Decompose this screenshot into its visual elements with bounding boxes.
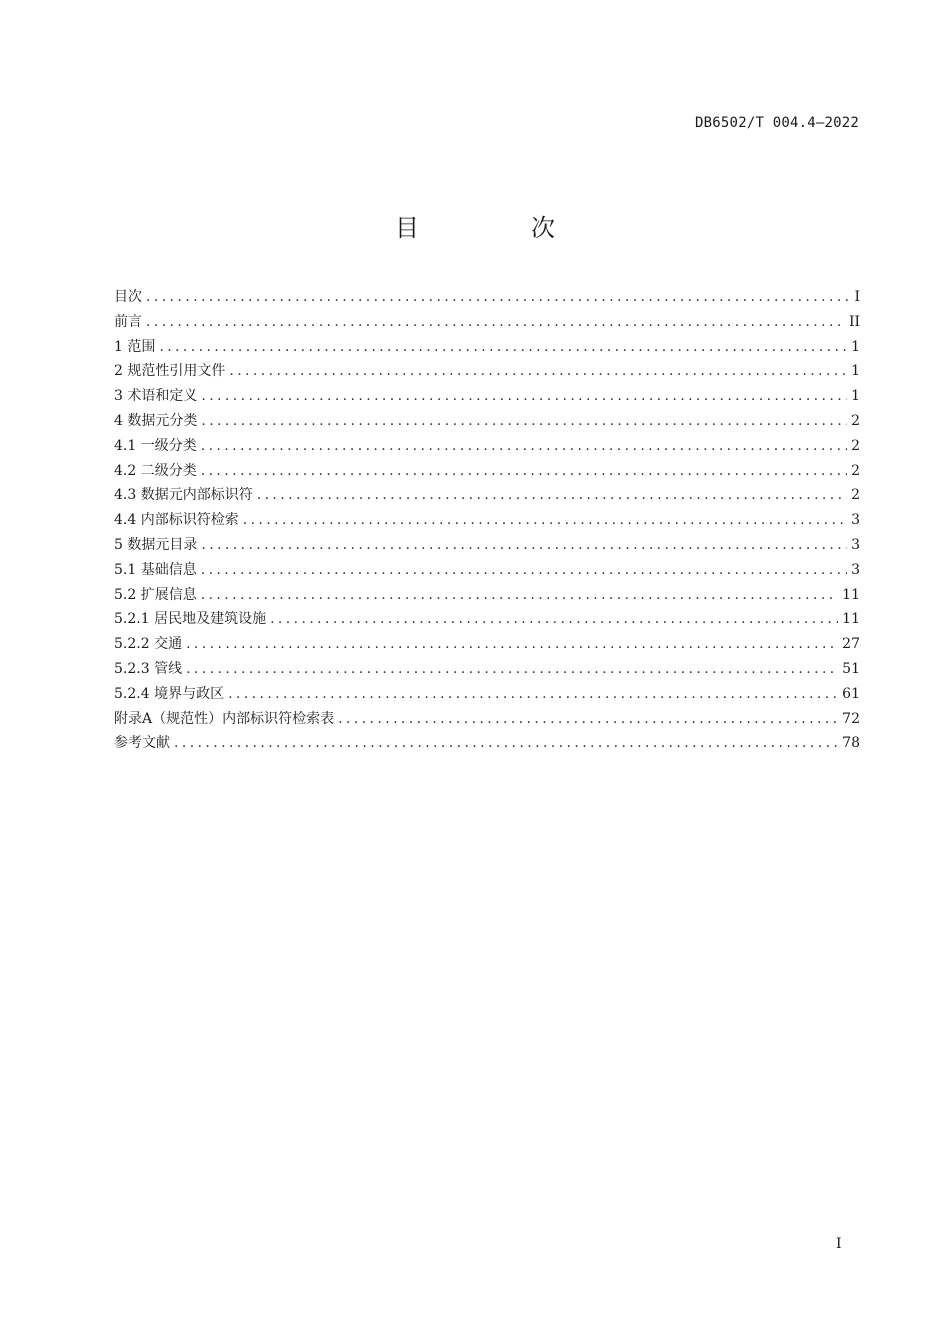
toc-entry-label: 5.2.4 境界与政区 — [114, 685, 225, 702]
toc-entry-label: 4.1 一级分类 — [114, 437, 197, 454]
toc-leader-dots — [201, 459, 847, 484]
toc-leader-dots — [243, 508, 847, 533]
toc-entry[interactable] — [114, 508, 860, 533]
toc-entry-label: 附录A（规范性）内部标识符检索表 — [114, 710, 335, 727]
toc-entry-label: 4.2 二级分类 — [114, 462, 197, 479]
toc-leader-dots — [229, 359, 847, 384]
toc-entry-label: 目次 — [114, 289, 142, 305]
toc-leader-dots — [186, 657, 838, 682]
toc-entry[interactable] — [114, 285, 860, 310]
toc-entry-page: I — [854, 289, 860, 305]
toc-entry-page: 1 — [851, 338, 860, 355]
toc-entry-label: 4 数据元分类 — [114, 412, 198, 429]
toc-entry-label: 4.4 内部标识符检索 — [114, 512, 239, 529]
toc-entry-label: 5.1 基础信息 — [114, 561, 197, 578]
toc-entry-page: 51 — [842, 660, 860, 677]
toc-entry-page: 2 — [851, 412, 860, 429]
toc-leader-dots — [338, 707, 838, 732]
toc-leader-dots — [201, 558, 847, 583]
toc-entry[interactable] — [114, 707, 860, 732]
toc-leader-dots — [159, 335, 847, 360]
toc-entry[interactable] — [114, 335, 860, 360]
toc-entry[interactable] — [114, 558, 860, 583]
toc-leader-dots — [201, 384, 847, 409]
toc-entry[interactable] — [114, 731, 860, 756]
toc-entry-page: 2 — [851, 487, 860, 504]
toc-entry-page: 61 — [842, 685, 860, 702]
toc-entry-page: 3 — [851, 512, 860, 529]
toc-entry[interactable] — [114, 657, 860, 682]
toc-entry-page: 1 — [851, 363, 860, 380]
toc-entry[interactable] — [114, 483, 860, 508]
document-code: DB6502/T 004.4—2022 — [695, 115, 859, 131]
toc-leader-dots — [270, 607, 838, 632]
toc-entry[interactable] — [114, 583, 860, 608]
toc-entry-label: 2 规范性引用文件 — [114, 363, 226, 380]
toc-entry[interactable] — [114, 533, 860, 558]
toc-entry-label: 4.3 数据元内部标识符 — [114, 487, 253, 504]
toc-entry[interactable] — [114, 607, 860, 632]
toc-entry[interactable] — [114, 434, 860, 459]
toc-entry[interactable] — [114, 632, 860, 657]
toc-entry-page: 3 — [851, 536, 860, 553]
toc-entry[interactable] — [114, 359, 860, 384]
toc-entry-label: 参考文献 — [114, 735, 170, 752]
toc-leader-dots — [146, 310, 845, 335]
toc-leader-dots — [201, 533, 847, 558]
page-number: I — [836, 1236, 842, 1252]
toc-entry-page: 72 — [842, 710, 860, 727]
toc-entry-page: 27 — [842, 636, 860, 653]
toc-leader-dots — [201, 583, 838, 608]
toc-entry-page: 1 — [851, 388, 860, 405]
toc-entry[interactable] — [114, 459, 860, 484]
toc-leader-dots — [228, 682, 838, 707]
toc-leader-dots — [257, 483, 847, 508]
toc-entry[interactable] — [114, 409, 860, 434]
toc-leader-dots — [174, 731, 838, 756]
toc-entry-page: 3 — [851, 561, 860, 578]
toc-entry[interactable] — [114, 384, 860, 409]
toc-entry-label: 5 数据元目录 — [114, 536, 198, 553]
toc-entry-label: 5.2.2 交通 — [114, 636, 183, 653]
toc-entry-page: 2 — [851, 437, 860, 454]
toc-entry-page: 11 — [842, 586, 860, 603]
toc-entry-label: 5.2.3 管线 — [114, 660, 183, 677]
toc-entry-label: 5.2.1 居民地及建筑设施 — [114, 611, 267, 628]
toc-entry-label: 5.2 扩展信息 — [114, 586, 197, 603]
toc-entry-label: 3 术语和定义 — [114, 388, 198, 405]
toc-leader-dots — [186, 632, 838, 657]
toc-entry-label: 前言 — [114, 313, 142, 330]
page-title: 目 次 — [395, 214, 599, 242]
toc-entry-page: II — [848, 313, 860, 330]
toc-leader-dots — [201, 409, 847, 434]
toc-leader-dots — [146, 285, 850, 310]
toc-entry-page: 2 — [851, 462, 860, 479]
toc-entry[interactable] — [114, 682, 860, 707]
toc-entry-label: 1 范围 — [114, 338, 156, 355]
toc-entry[interactable] — [114, 310, 860, 335]
toc-leader-dots — [201, 434, 847, 459]
toc-entry-page: 78 — [842, 735, 860, 752]
toc-entry-page: 11 — [842, 611, 860, 628]
table-of-contents — [114, 285, 860, 756]
